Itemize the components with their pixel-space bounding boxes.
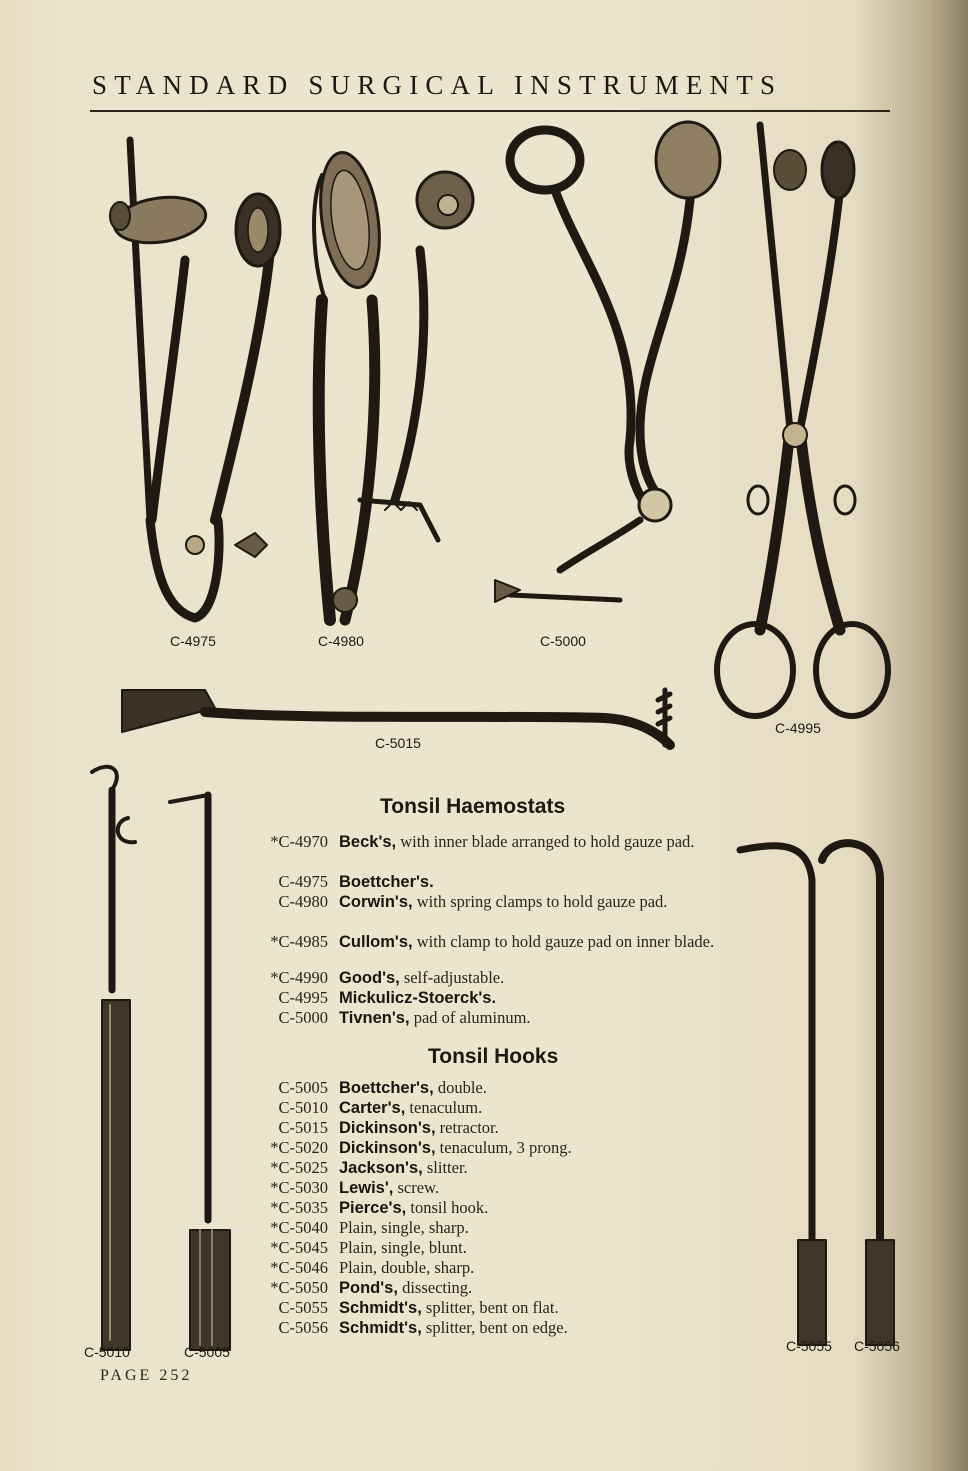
instrument-name: Boettcher's. [339,873,434,891]
instrument-name: Pierce's, [339,1199,407,1217]
catalog-code: C-4995 [278,988,328,1007]
instrument-name: Pond's, [339,1279,398,1297]
instrument-description: with spring clamps to hold gauze pad. [412,892,668,911]
catalog-code: *C-5030 [270,1178,328,1197]
entry-text [339,1318,719,1338]
catalog-code: C-5000 [278,1008,328,1027]
hooks-title: Tonsil Hooks [428,1045,559,1068]
page-header: STANDARD SURGICAL INSTRUMENTS [92,70,783,100]
catalog-code: *C-5045 [270,1238,328,1257]
instrument-name: Dickinson's, [339,1139,436,1157]
label-c4975: C-4975 [170,633,216,649]
instrument-description: tenaculum, 3 prong. [435,1138,572,1157]
catalog-code: *C-5035 [270,1198,328,1217]
instrument-name: Carter's, [339,1099,406,1117]
entry-text [339,932,719,952]
catalog-code: *C-5050 [270,1278,328,1297]
catalog-code: *C-5020 [270,1138,328,1157]
entry-text [339,1178,719,1198]
instrument-description: with inner blade arranged to hold gauze pad. [396,832,695,851]
entry-text [339,1278,719,1298]
entry-text [339,832,719,852]
instrument-description: tonsil hook. [406,1198,489,1217]
instrument-c4975 [110,140,280,618]
instrument-description: screw. [393,1178,440,1197]
catalog-code: *C-4985 [270,932,328,951]
entry-text [339,892,719,912]
entry-text [339,988,719,1008]
catalog-code: C-5015 [278,1118,328,1137]
instrument-name: Beck's, [339,833,397,851]
instrument-description: splitter, bent on flat. [421,1298,559,1317]
instrument-description: Plain, single, blunt. [339,1238,467,1257]
catalog-code: *C-5046 [270,1258,328,1277]
instrument-description: slitter. [422,1158,468,1177]
instrument-c4980 [313,149,473,620]
entry-text [339,1098,719,1118]
instrument-description: splitter, bent on edge. [421,1318,568,1337]
entry-text [339,1118,719,1138]
entry-text [339,872,719,892]
entry-text [339,1078,719,1098]
catalog-code: C-4975 [278,872,328,891]
catalog-code: *C-5025 [270,1158,328,1177]
instrument-name: Boettcher's, [339,1079,434,1097]
instrument-description: with clamp to hold gauze pad on inner blade. [412,932,715,951]
entry-text [339,1218,719,1237]
entry-text [339,1298,719,1318]
entry-text [339,1158,719,1178]
instrument-c5010 [92,767,135,1350]
label-c5010: C-5010 [84,1344,130,1360]
label-c5055: C-5055 [786,1338,832,1354]
instrument-name: Corwin's, [339,893,413,911]
instrument-description: Plain, single, sharp. [339,1218,469,1237]
instrument-c5055 [740,846,826,1345]
instrument-description: Plain, double, sharp. [339,1258,475,1277]
instrument-c5056 [822,843,894,1345]
entry-text [339,1008,719,1028]
instrument-c5005 [170,795,230,1350]
label-c4995: C-4995 [775,720,821,736]
label-c4980: C-4980 [318,633,364,649]
entry-text [339,1138,719,1158]
label-c5005: C-5005 [184,1344,230,1360]
instrument-description: tenaculum. [405,1098,483,1117]
catalog-code: C-5055 [278,1298,328,1317]
page-number: PAGE 252 [100,1367,193,1384]
instrument-name: Schmidt's, [339,1319,422,1337]
instrument-description: retractor. [435,1118,499,1137]
haemostats-title: Tonsil Haemostats [380,795,566,818]
instrument-name: Tivnen's, [339,1009,410,1027]
instrument-name: Lewis', [339,1179,394,1197]
instrument-description: double. [433,1078,487,1097]
instrument-name: Mickulicz-Stoerck's. [339,989,497,1007]
instrument-name: Jackson's, [339,1159,423,1177]
instrument-description: self-adjustable. [399,968,505,987]
instrument-c4995 [717,125,888,716]
entry-text [339,1258,719,1277]
catalog-code: C-4980 [278,892,328,911]
instrument-description: dissecting. [397,1278,473,1297]
instrument-name: Good's, [339,969,400,987]
label-c5000: C-5000 [540,633,586,649]
catalog-code: C-5005 [278,1078,328,1097]
label-c5015: C-5015 [375,735,421,751]
catalog-code: C-5010 [278,1098,328,1117]
catalog-code: *C-4970 [270,832,328,851]
instrument-name: Dickinson's, [339,1119,436,1137]
instrument-name: Cullom's, [339,933,413,951]
instrument-c5000 [495,122,720,602]
entry-text [339,1238,719,1257]
catalog-code: C-5056 [278,1318,328,1337]
entry-text [339,1198,719,1218]
catalog-code: *C-4990 [270,968,328,987]
instrument-description: pad of aluminum. [409,1008,531,1027]
entry-text [339,968,719,988]
instrument-name: Schmidt's, [339,1299,422,1317]
catalog-code: *C-5040 [270,1218,328,1237]
label-c5056: C-5056 [854,1338,900,1354]
